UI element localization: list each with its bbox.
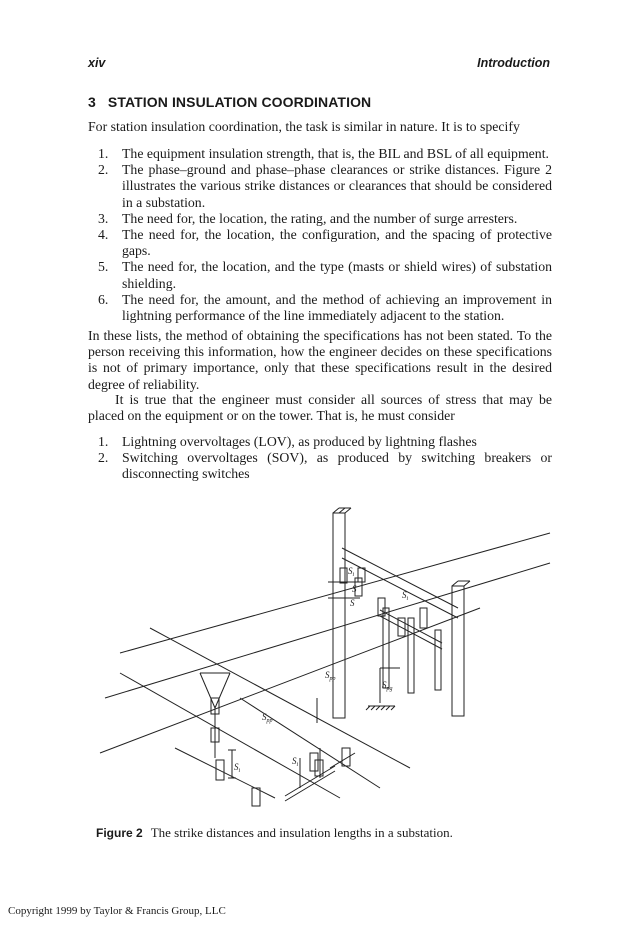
insulation-length-label: $S_i$ <box>348 566 355 578</box>
intro-paragraph: For station insulation coordination, the task is similar in nature. It is to specify <box>88 119 520 134</box>
running-header-page-number: xiv <box>88 56 106 70</box>
list-item: 1. The equipment insulation strength, that is, the BIL and BSL of all equipment. <box>98 146 549 161</box>
figure-label: Figure 2 <box>96 826 143 840</box>
phase-phase-distance-label: $S_{pp}$ <box>325 670 336 682</box>
figure-caption <box>96 825 453 841</box>
list-item: 6. The need for, the amount, and the method of achieving an improvement in lightning performance of the line immediately adjacent to the station. <box>98 291 552 324</box>
list-item: 4. The need for, the location, the configuration, and the spacing of protective gaps. <box>98 227 552 259</box>
list-item: 2. The phase–ground and phase–phase clearances or strike distances. Figure 2 illustrates the various strike distances or clearances that should be considered in a substation. <box>98 162 552 210</box>
list-item: 2. Switching overvoltages (SOV), as produced by switching breakers or disconnecting switches <box>98 450 552 482</box>
strike-distance-label: S <box>350 598 355 608</box>
body-paragraph: In these lists, the method of obtaining the specifications has not been stated. To the person receiving this information, how the engineer decides on these specifications is not of primary importance, only that these specifications result in the desired degree of reliability. <box>88 328 552 392</box>
list-item: 5. The need for, the location, and the type (masts or shield wires) of substation shielding. <box>98 259 552 291</box>
phase-ground-distance-label: $S_{pg}$ <box>382 680 393 692</box>
list-item: 1. Lightning overvoltages (LOV), as produced by lightning flashes <box>98 434 477 449</box>
phase-phase-distance-label: $S_{pp}$ <box>262 712 273 724</box>
caption-text: The strike distances and insulation lengths in a substation. <box>150 825 453 840</box>
stress-source-list <box>88 434 552 483</box>
specification-list <box>88 146 552 324</box>
section-heading <box>88 94 371 110</box>
insulation-length-label: $S_i$ <box>292 756 299 768</box>
strike-distance-label: S <box>352 584 357 594</box>
section-number: 3 <box>88 94 96 110</box>
list-item: 3. The need for, the location, the rating, and the number of surge arresters. <box>98 210 518 226</box>
body-paragraph: It is true that the engineer must consider all sources of stress that may be placed on the equipment or on the tower. That is, he must consider <box>88 392 552 424</box>
copyright-notice: Copyright 1999 by Taylor & Francis Group, LLC <box>8 905 226 917</box>
insulation-length-label: $S_i$ <box>234 762 241 774</box>
running-header-chapter: Introduction <box>477 56 550 70</box>
substation-diagram <box>80 498 560 818</box>
insulation-length-label: $S_i$ <box>402 590 409 602</box>
section-title: STATION INSULATION COORDINATION <box>107 94 372 110</box>
